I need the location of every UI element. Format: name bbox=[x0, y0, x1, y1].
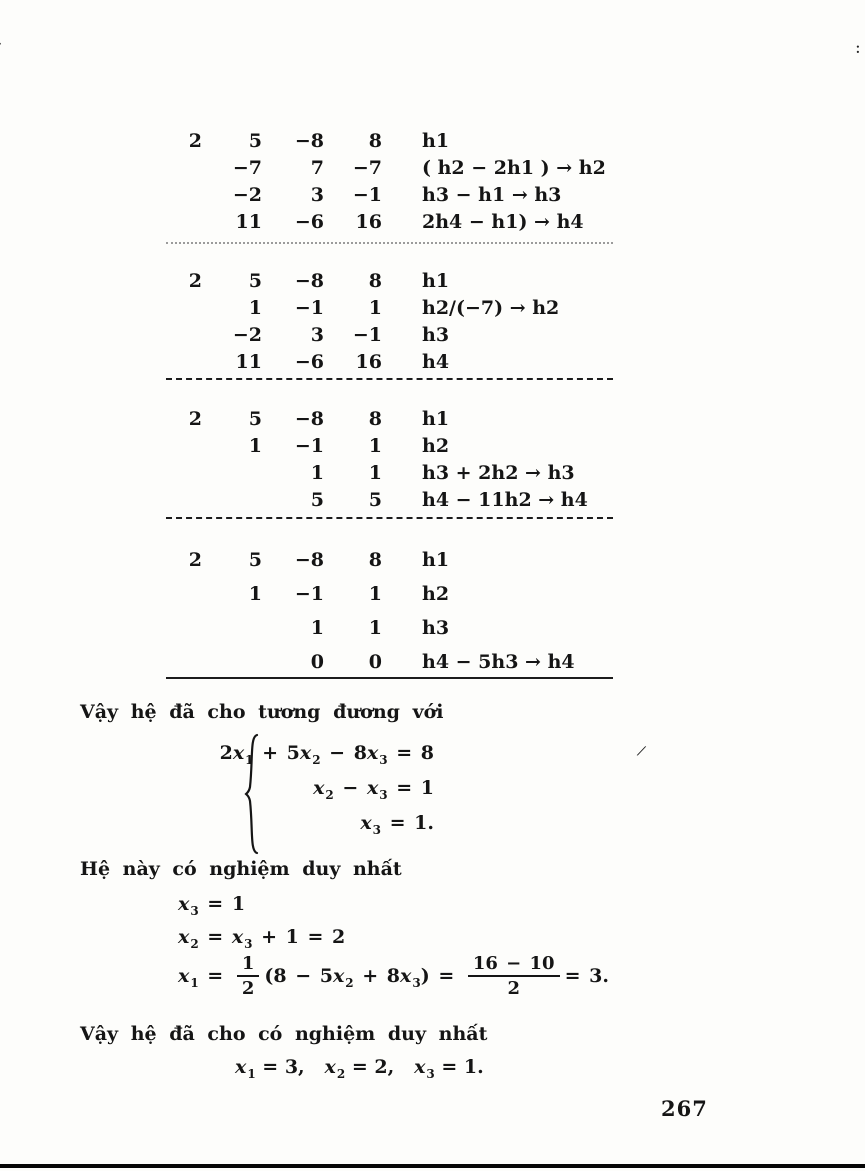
matrix-cell: 5 bbox=[248, 130, 262, 152]
matrix-row bbox=[160, 577, 575, 611]
fraction-one-half bbox=[237, 953, 260, 999]
matrix-cell bbox=[202, 487, 262, 514]
matrix-cell: −1 bbox=[352, 324, 382, 346]
page-number: 267 bbox=[661, 1096, 708, 1121]
system-equation-2: $x_2 - x_3 = 1$ bbox=[313, 777, 434, 802]
matrix-cell: −1 bbox=[294, 435, 324, 457]
matrix-cell: 8 bbox=[368, 408, 382, 430]
matrix-cell: 1 bbox=[368, 297, 382, 319]
matrix-cell bbox=[160, 295, 202, 322]
matrix-cell: 5 bbox=[248, 549, 262, 571]
matrix-row bbox=[160, 128, 606, 155]
matrix-cell: −1 bbox=[352, 184, 382, 206]
separator-3 bbox=[166, 517, 613, 519]
matrix-cell: 2 bbox=[188, 270, 202, 292]
matrix-row-operation: 2h4 − h1) → h4 bbox=[422, 211, 584, 233]
solution-line-3-suffix: = 3. bbox=[564, 965, 609, 988]
matrix-row-operation: h1 bbox=[422, 408, 450, 430]
matrix-row bbox=[160, 322, 559, 349]
matrix-cell: −1 bbox=[294, 297, 324, 319]
matrix-cell bbox=[160, 611, 202, 645]
fraction-numerator: 16 − 10 bbox=[468, 953, 560, 977]
matrix-row-operation: h2 bbox=[422, 435, 450, 457]
matrix-cell: 2 bbox=[188, 130, 202, 152]
matrix-row-operation: h4 − 11h2 → h4 bbox=[422, 489, 588, 511]
matrix-cell: 1 bbox=[368, 462, 382, 484]
system-equation-1: $2x_1 + 5x_2 - 8x_3 = 8$ bbox=[219, 742, 434, 767]
matrix-cell: 16 bbox=[355, 351, 382, 373]
matrix-cell bbox=[160, 209, 202, 236]
matrix-cell: 2 bbox=[188, 408, 202, 430]
scan-edge-bottom bbox=[0, 1164, 865, 1168]
matrix-cell bbox=[160, 577, 202, 611]
matrix-cell bbox=[160, 182, 202, 209]
paragraph-equivalent-intro: Vậy hệ đã cho tương đương với bbox=[80, 701, 444, 723]
matrix-row-operation: h2/(−7) → h2 bbox=[422, 297, 560, 319]
matrix-cell bbox=[202, 611, 262, 645]
matrix-row-operation: h4 − 5h3 → h4 bbox=[422, 651, 575, 673]
matrix-cell bbox=[160, 460, 202, 487]
matrix-row bbox=[160, 406, 588, 433]
matrix-row-operation: h4 bbox=[422, 351, 450, 373]
matrix-row-operation: h1 bbox=[422, 549, 450, 571]
scan-artifact-right: : bbox=[855, 38, 861, 58]
matrix-cell: 2 bbox=[188, 549, 202, 571]
solution-line-3-mid: $(8 - 5x_2 + 8x_3)$ = bbox=[264, 965, 463, 991]
matrix-cell bbox=[160, 322, 202, 349]
matrix-cell bbox=[160, 433, 202, 460]
matrix-row bbox=[160, 460, 588, 487]
matrix-row bbox=[160, 349, 559, 376]
matrix-cell: −8 bbox=[294, 408, 324, 430]
matrix-cell: 8 bbox=[368, 270, 382, 292]
matrix-cell: 1 bbox=[248, 435, 262, 457]
scan-artifact-left bbox=[0, 35, 2, 55]
matrix-row-operation: h1 bbox=[422, 270, 450, 292]
paragraph-conclusion: Vậy hệ đã cho có nghiệm duy nhất bbox=[80, 1023, 488, 1045]
matrix-cell: 1 bbox=[368, 435, 382, 457]
matrix-step-1 bbox=[160, 128, 606, 236]
matrix-cell: 5 bbox=[248, 270, 262, 292]
matrix-cell: −7 bbox=[232, 157, 262, 179]
fraction-denominator: 2 bbox=[507, 977, 520, 999]
matrix-cell: 3 bbox=[310, 324, 324, 346]
matrix-cell: 5 bbox=[310, 489, 324, 511]
matrix-cell: −8 bbox=[294, 130, 324, 152]
matrix-cell: 1 bbox=[368, 583, 382, 605]
matrix-row-operation: h3 bbox=[422, 617, 450, 639]
matrix-cell: −7 bbox=[352, 157, 382, 179]
matrix-row bbox=[160, 155, 606, 182]
paragraph-unique-solution-intro: Hệ này có nghiệm duy nhất bbox=[80, 858, 402, 880]
matrix-cell: −6 bbox=[294, 351, 324, 373]
matrix-cell bbox=[160, 349, 202, 376]
matrix-cell: 0 bbox=[310, 651, 324, 673]
solution-line-3-prefix: $x_1$ = bbox=[178, 965, 232, 991]
matrix-row bbox=[160, 645, 575, 679]
separator-1 bbox=[166, 242, 613, 244]
matrix-cell: 5 bbox=[248, 408, 262, 430]
solution-line-1: $x_3 = 1$ bbox=[178, 893, 246, 918]
matrix-cell: −8 bbox=[294, 270, 324, 292]
solution-line-3 bbox=[178, 953, 609, 999]
matrix-cell bbox=[160, 645, 202, 679]
matrix-row-operation: h3 + 2h2 → h3 bbox=[422, 462, 575, 484]
matrix-cell bbox=[160, 155, 202, 182]
matrix-row bbox=[160, 295, 559, 322]
matrix-cell bbox=[160, 487, 202, 514]
matrix-row bbox=[160, 487, 588, 514]
matrix-step-3 bbox=[160, 406, 588, 514]
matrix-cell: 1 bbox=[248, 583, 262, 605]
matrix-row-operation: h3 bbox=[422, 324, 450, 346]
matrix-cell: 1 bbox=[368, 617, 382, 639]
matrix-row bbox=[160, 611, 575, 645]
matrix-row bbox=[160, 268, 559, 295]
matrix-cell: 1 bbox=[310, 617, 324, 639]
matrix-cell: −1 bbox=[294, 583, 324, 605]
matrix-cell: 3 bbox=[310, 184, 324, 206]
fraction-numerator: 1 bbox=[237, 953, 260, 977]
system-equation-3: $x_3 = 1$. bbox=[360, 812, 434, 837]
matrix-cell: 16 bbox=[355, 211, 382, 233]
matrix-row bbox=[160, 543, 575, 577]
matrix-cell: 11 bbox=[235, 351, 262, 373]
matrix-row-operation: ( h2 − 2h1 ) → h2 bbox=[422, 157, 606, 179]
matrix-cell: 8 bbox=[368, 130, 382, 152]
matrix-cell: 1 bbox=[310, 462, 324, 484]
matrix-cell: −2 bbox=[232, 324, 262, 346]
matrix-cell bbox=[202, 645, 262, 679]
matrix-cell: 8 bbox=[368, 549, 382, 571]
matrix-row bbox=[160, 433, 588, 460]
matrix-cell: −6 bbox=[294, 211, 324, 233]
fraction-denominator: 2 bbox=[241, 977, 255, 999]
equation-system bbox=[220, 736, 434, 841]
matrix-row bbox=[160, 209, 606, 236]
matrix-step-2 bbox=[160, 268, 559, 376]
solution-line-2: $x_2 = x_3 + 1 = 2$ bbox=[178, 926, 346, 951]
matrix-cell: 11 bbox=[235, 211, 262, 233]
matrix-cell: −8 bbox=[294, 549, 324, 571]
matrix-row-operation: h2 bbox=[422, 583, 450, 605]
separator-4 bbox=[166, 677, 613, 679]
final-answer: $x_1 = 3$, $x_2 = 2$, $x_3 = 1$. bbox=[235, 1056, 484, 1081]
matrix-cell: 1 bbox=[248, 297, 262, 319]
separator-2 bbox=[166, 378, 613, 380]
matrix-cell: 7 bbox=[310, 157, 324, 179]
scan-artifact-stray: ⁄ bbox=[638, 743, 644, 761]
matrix-cell: −2 bbox=[232, 184, 262, 206]
matrix-row bbox=[160, 182, 606, 209]
matrix-row-operation: h1 bbox=[422, 130, 450, 152]
matrix-cell: 0 bbox=[368, 651, 382, 673]
matrix-cell: 5 bbox=[368, 489, 382, 511]
matrix-step-4 bbox=[160, 543, 575, 679]
matrix-cell bbox=[202, 460, 262, 487]
matrix-row-operation: h3 − h1 → h3 bbox=[422, 184, 562, 206]
fraction-sixteen-minus-ten-over-two bbox=[468, 953, 560, 999]
